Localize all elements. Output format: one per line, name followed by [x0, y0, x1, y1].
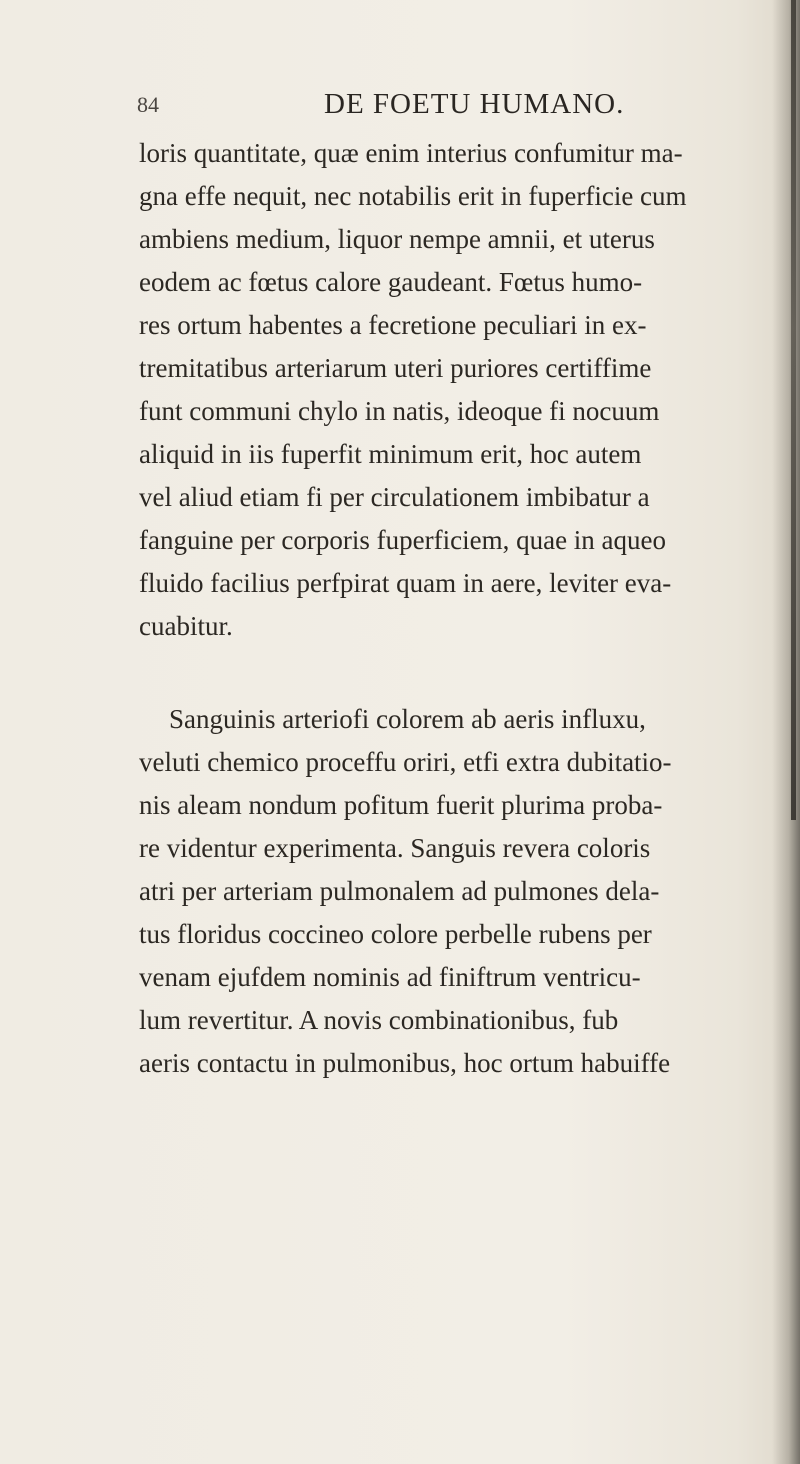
text-line: res ortum habentes a fecretione peculiari in ex-	[139, 310, 647, 340]
running-head: DE FOETU HUMANO.	[324, 88, 625, 120]
text-line: aeris contactu in pulmonibus, hoc ortum habuiffe	[139, 1048, 671, 1078]
paragraph-1	[139, 132, 779, 648]
text-line: re videntur experimenta. Sanguis revera coloris	[139, 833, 651, 863]
paragraph-2	[139, 698, 779, 741]
text-line: eodem ac fœtus calore gaudeant. Fœtus humo-	[139, 267, 643, 297]
page-number: 84	[137, 92, 159, 117]
text-line: ambiens medium, liquor nempe amnii, et uterus	[139, 224, 655, 254]
text-line: funt communi chylo in natis, ideoque fi nocuum	[139, 396, 660, 426]
text-line: cuabitur.	[139, 611, 233, 641]
paragraph-gap	[139, 648, 779, 698]
text-line: gna effe nequit, nec notabilis erit in fuperficie cum	[139, 181, 687, 211]
page-header	[0, 88, 800, 132]
text-line: Sanguinis arteriofi colorem ab aeris influxu,	[169, 704, 646, 734]
text-line: atri per arteriam pulmonalem ad pulmones dela-	[139, 876, 660, 906]
text-line: venam ejufdem nominis ad finiftrum ventricu-	[139, 962, 641, 992]
text-line: fanguine per corporis fuperficiem, quae in aqueo	[139, 525, 667, 555]
body-text	[139, 132, 779, 1085]
text-line: aliquid in iis fuperfit minimum erit, hoc autem	[139, 439, 642, 469]
text-line: veluti chemico proceffu oriri, etfi extra dubitatio-	[139, 747, 672, 777]
paragraph-2-body	[139, 741, 779, 1085]
text-line: tremitatibus arteriarum uteri puriores certiffime	[139, 353, 652, 383]
text-line: vel aliud etiam fi per circulationem imbibatur a	[139, 482, 650, 512]
text-line: tus floridus coccineo colore perbelle rubens per	[139, 919, 652, 949]
text-line: fluido facilius perfpirat quam in aere, leviter eva-	[139, 568, 672, 598]
text-line: loris quantitate, quæ enim interius confumitur ma-	[139, 138, 683, 168]
text-line: lum revertitur. A novis combinationibus, fub	[139, 1005, 619, 1035]
text-line: nis aleam nondum pofitum fuerit plurima proba-	[139, 790, 663, 820]
